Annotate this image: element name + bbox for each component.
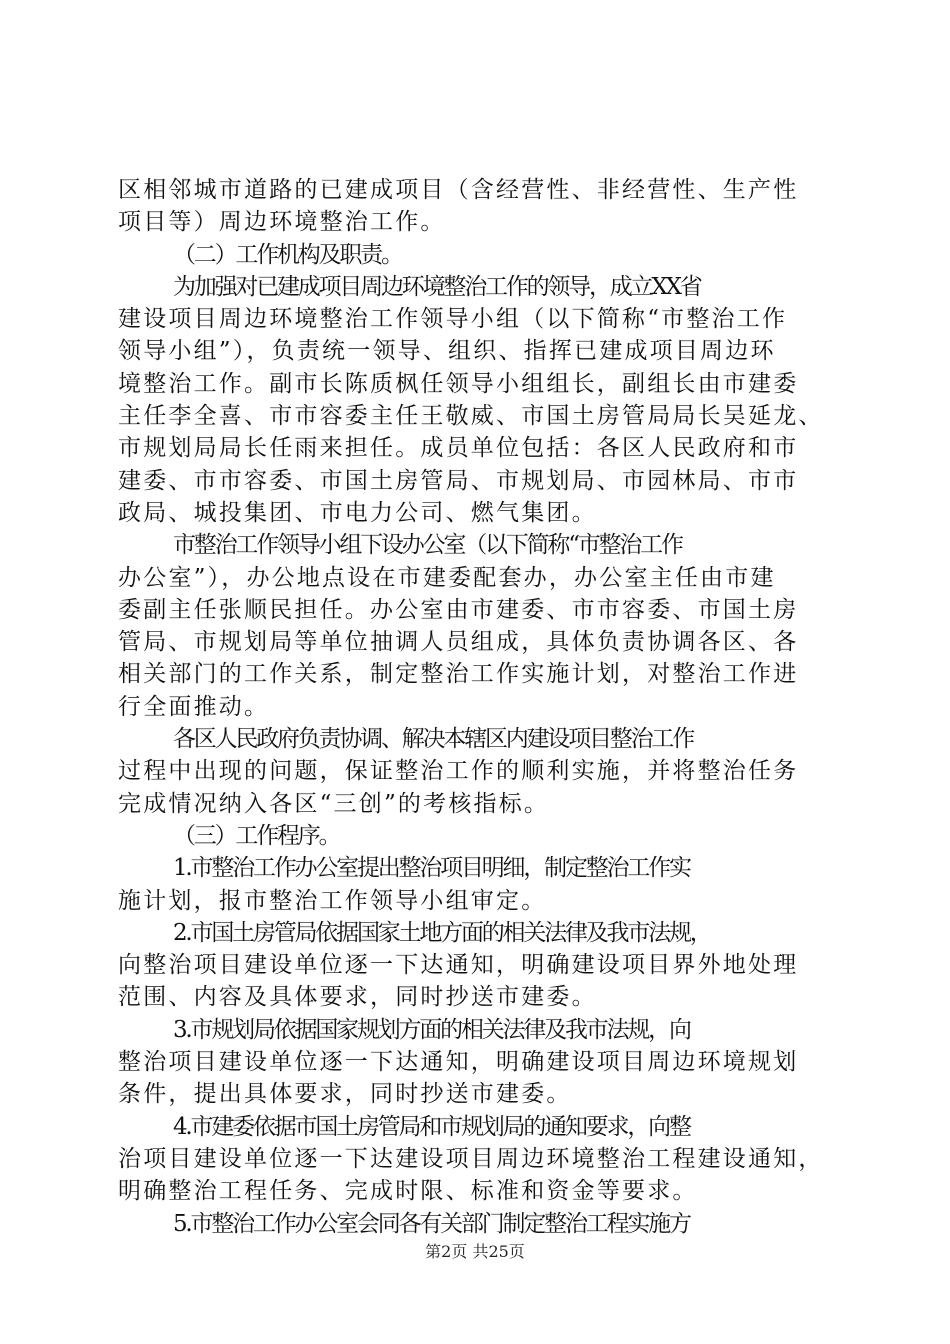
text-line: 管局、市规划局等单位抽调人员组成，具体负责协调各区、各	[118, 629, 799, 656]
text-line: （三）工作程序。	[173, 822, 340, 849]
text-line: 办公室”），办公地点设在市建委配套办，办公室主任由市建	[118, 564, 776, 591]
text-line: 5.市整治工作办公室会同各有关部门制定整治工程实施方	[173, 1210, 690, 1237]
text-line: 完成情况纳入各区“三创”的考核指标。	[118, 790, 550, 817]
text-line: 项目等）周边环境整治工作。	[118, 209, 446, 236]
text-line: 治项目建设单位逐一下达建设项目周边环境整治工程建设通知，	[118, 1145, 824, 1172]
text-line: 条件，提出具体要求，同时抄送市建委。	[118, 1081, 572, 1108]
text-line: 为加强对已建成项目周边环境整治工作的领导，成立XX省	[173, 273, 701, 300]
text-line: 境整治工作。副市长陈质枫任领导小组组长，副组长由市建委	[118, 370, 799, 397]
document-body	[118, 174, 838, 1240]
text-line: 范围、内容及具体要求，同时抄送市建委。	[118, 984, 597, 1011]
text-line: 2.市国土房管局依据国家土地方面的相关法律及我市法规，	[173, 919, 711, 946]
text-line: 明确整治工程任务、完成时限、标准和资金等要求。	[118, 1178, 698, 1205]
text-line: 委副主任张顺民担任。办公室由市建委、市市容委、市国土房	[118, 596, 799, 623]
text-line: 相关部门的工作关系，制定整治工作实施计划，对整治工作进	[118, 661, 799, 688]
text-line: 1.市整治工作办公室提出整治项目明细，制定整治工作实	[173, 855, 690, 882]
text-line: 建委、市市容委、市国土房管局、市规划局、市园林局、市市	[118, 467, 799, 494]
text-line: 市整治工作领导小组下设办公室（以下简称“市整治工作	[173, 532, 682, 559]
text-line: 区相邻城市道路的已建成项目（含经营性、非经营性、生产性	[118, 177, 799, 203]
text-line: 行全面推动。	[118, 693, 270, 720]
text-line: 过程中出现的问题，保证整治工作的顺利实施，并将整治任务	[118, 758, 799, 785]
text-line: （二）工作机构及职责。	[173, 241, 402, 268]
page-footer: 第2页 共25页	[425, 1242, 525, 1261]
text-line: 主任李全喜、市市容委主任王敬威、市国土房管局局长吴延龙、	[118, 403, 824, 430]
text-line: 4.市建委依据市国土房管局和市规划局的通知要求，向整	[173, 1113, 690, 1140]
text-line: 各区人民政府负责协调、解决本辖区内建设项目整治工作	[173, 726, 694, 753]
text-line: 政局、城投集团、市电力公司、燃气集团。	[118, 499, 597, 526]
text-line: 领导小组”），负责统一领导、组织、指挥已建成项目周边环	[118, 338, 776, 365]
text-line: 施计划，报市整治工作领导小组审定。	[118, 887, 547, 914]
text-line: 建设项目周边环境整治工作领导小组（以下简称“市整治工作	[118, 306, 788, 333]
text-line: 市规划局局长任雨来担任。成员单位包括：各区人民政府和市	[118, 435, 799, 462]
text-line: 向整治项目建设单位逐一下达通知，明确建设项目界外地处理	[118, 952, 799, 979]
text-line: 整治项目建设单位逐一下达通知，明确建设项目周边环境规划	[118, 1049, 799, 1076]
text-line: 3.市规划局依据国家规划方面的相关法律及我市法规，向	[173, 1016, 690, 1043]
